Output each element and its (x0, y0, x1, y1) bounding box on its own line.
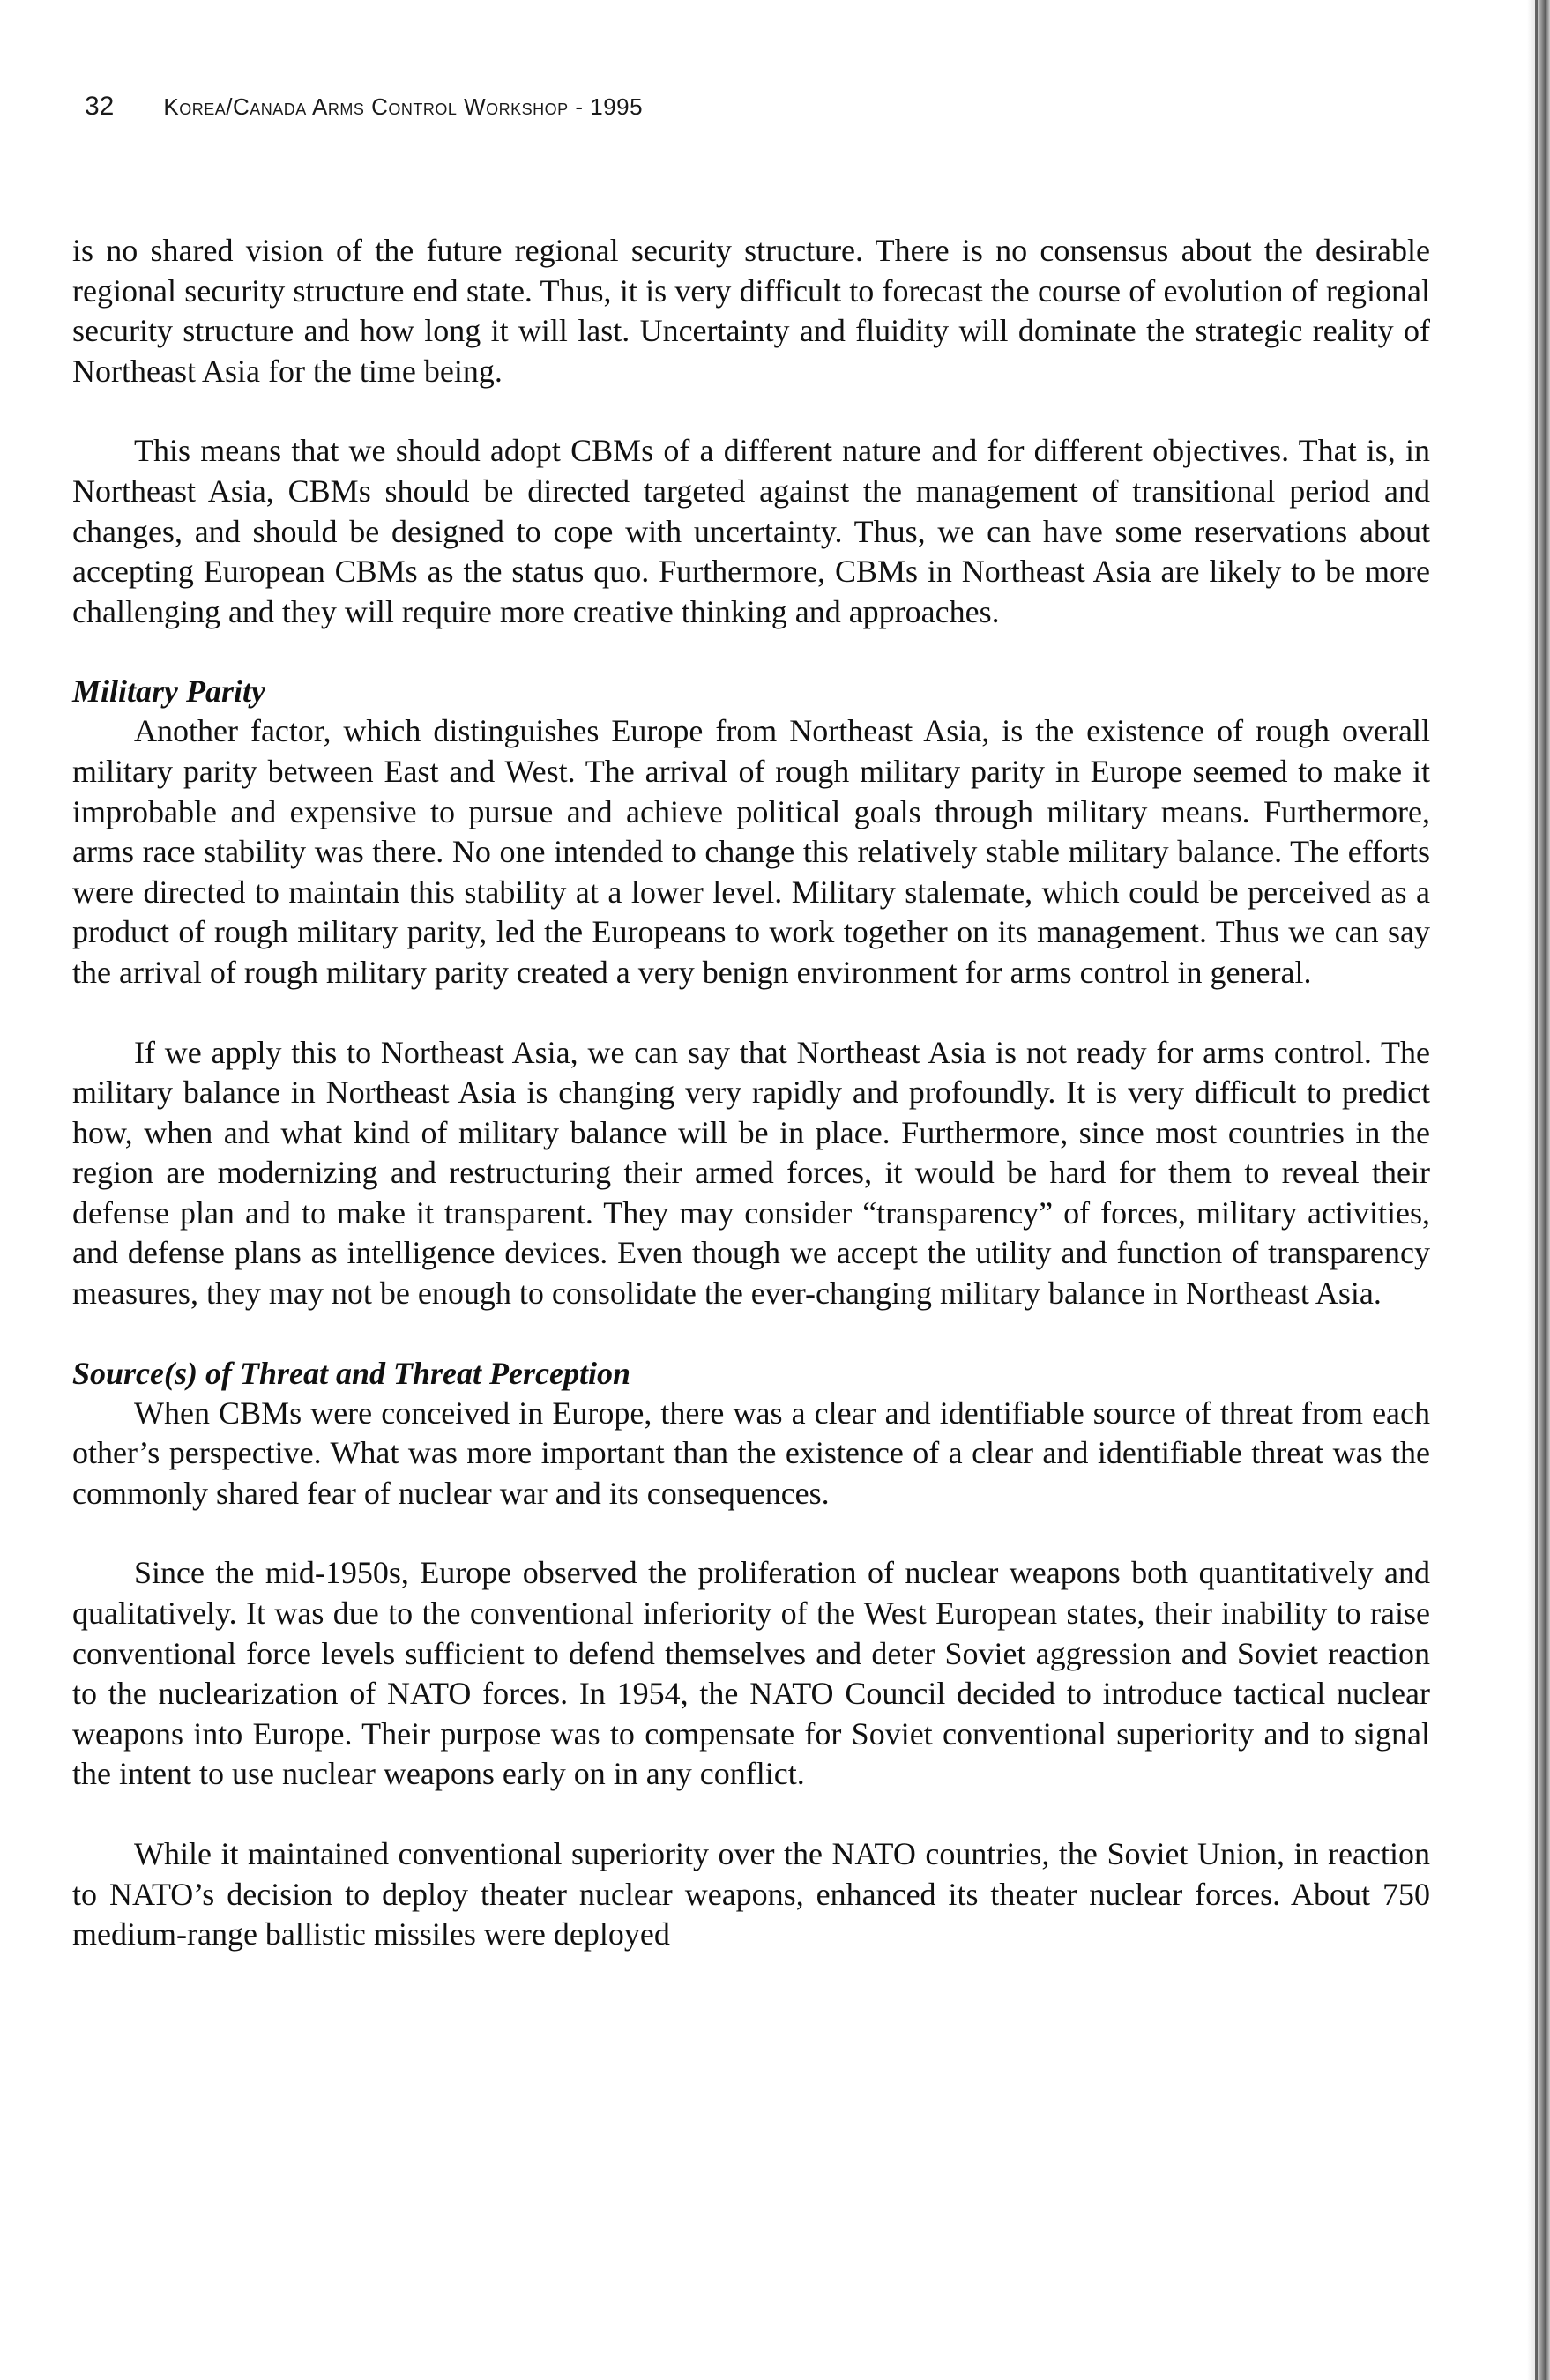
body-text (72, 231, 1430, 1955)
running-title: Korea/Canada Arms Control Workshop - 1995 (163, 93, 644, 120)
section-heading-threat-perception: Source(s) of Threat and Threat Perception (72, 1355, 630, 1391)
scanned-page-edge (1527, 0, 1550, 2380)
running-header (85, 92, 643, 127)
section-heading-military-parity: Military Parity (72, 673, 265, 710)
paragraph-continued: is no shared vision of the future regional security structure. There is no consensus about the desirable regional security structure end state. Thus, it is very difficult to forecast the course of evolution of regional security structure and how long it will last. Uncertainty and fluidity will dominate the strategic reality of Northeast Asia for the time being. (72, 233, 1430, 389)
scanned-binding-line (1535, 0, 1538, 2380)
paragraph-soviet-reaction: While it maintained conventional superiority over the NATO countries, the Soviet Union, in reaction to NATO’s decision to deploy theater nuclear weapons, enhanced its theater nuclear forces. About 750 medium-range ballistic missiles were deployed (72, 1836, 1430, 1952)
paragraph-threat-source: When CBMs were conceived in Europe, there was a clear and identifiable source of threat from each other’s perspective. What was more important than the existence of a clear and identifiable threat was the commonly shared fear of nuclear war and its consequences. (72, 1395, 1430, 1511)
page-number: 32 (85, 92, 115, 121)
paragraph-military-parity-northeast-asia: If we apply this to Northeast Asia, we can say that Northeast Asia is not ready for arms control. The military balance in Northeast Asia is changing very rapidly and profoundly. It is very difficult to predict how, when and what kind of military balance will be in place. Furthermore, since most countries in the region are modernizing and restructuring their armed forces, it would be hard for them to reveal their defense plan and to make it transparent. They may consider “transparency” of forces, military activities, and defense plans as intelligence devices. Even though we accept the utility and function of transparency measures, they may not be enough to consolidate the ever-changing military balance in Northeast Asia. (72, 1034, 1430, 1312)
paragraph-nuclear-proliferation: Since the mid-1950s, Europe observed the proliferation of nuclear weapons both quantitatively and qualitatively. It was due to the conventional inferiority of the West European states, their inability to raise conventional force levels sufficient to defend themselves and deter Soviet aggression and Soviet reaction to the nuclearization of NATO forces. In 1954, the NATO Council decided to introduce tactical nuclear weapons into Europe. Their purpose was to compensate for Soviet conventional superiority and to signal the intent to use nuclear weapons early on in any conflict. (72, 1555, 1430, 1792)
paragraph-cbms-objectives: This means that we should adopt CBMs of a different nature and for different objectives. That is, in Northeast Asia, CBMs should be directed targeted against the management of transitional period and changes, and should be designed to cope with uncertainty. Thus, we can have some reservations about accepting European CBMs as the status quo. Furthermore, CBMs in Northeast Asia are likely to be more challenging and they will require more creative thinking and approaches. (72, 433, 1430, 629)
paragraph-military-parity-europe: Another factor, which distinguishes Europe from Northeast Asia, is the existence of rough overall military parity between East and West. The arrival of rough military parity in Europe seemed to make it improbable and expensive to pursue and achieve political goals through military means. Furthermore, arms race stability was there. No one intended to change this relatively stable military balance. The efforts were directed to maintain this stability at a lower level. Military stalemate, which could be perceived as a product of rough military parity, led the Europeans to work together on its management. Thus we can say the arrival of rough military parity created a very benign environment for arms control in general. (72, 713, 1430, 990)
